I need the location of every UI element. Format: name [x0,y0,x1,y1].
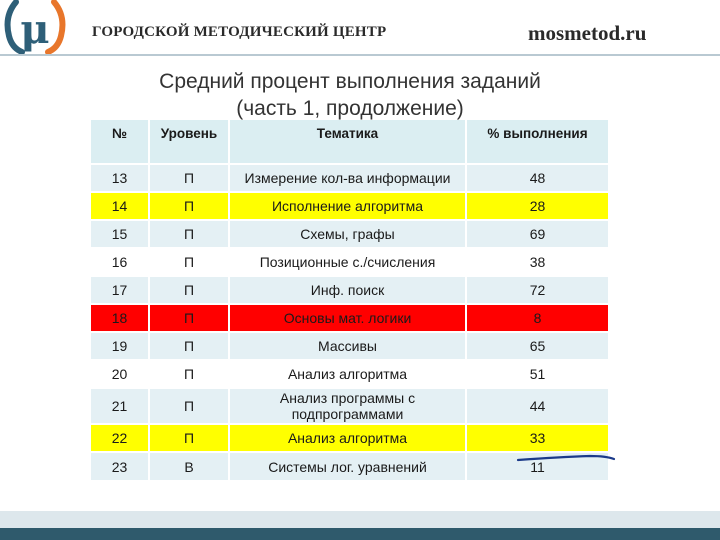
cell-number: 14 [91,192,149,220]
title-line-2: (часть 1, продолжение) [236,97,464,120]
cell-percent: 65 [466,332,608,360]
table-row [91,248,608,276]
cell-topic: Схемы, графы [229,220,466,248]
cell-percent: 72 [466,276,608,304]
logo-letter: μ [20,6,50,53]
cell-percent: 8 [466,304,608,332]
cell-level: П [149,332,229,360]
cell-level: П [149,248,229,276]
results-table [91,120,608,480]
cell-level: П [149,304,229,332]
footer-band-light [0,511,720,528]
cell-number: 15 [91,220,149,248]
col-header-percent: % выполнения [466,120,608,164]
cell-topic: Основы мат. логики [229,304,466,332]
table-header-row [91,120,608,164]
col-header-number: № [91,120,149,164]
cell-topic: Системы лог. уравнений [229,452,466,480]
cell-level: П [149,164,229,192]
header-divider [0,54,720,56]
slide-title [90,68,610,122]
table-body [91,164,608,480]
cell-level: В [149,452,229,480]
table-row [91,452,608,480]
cell-percent: 69 [466,220,608,248]
cell-level: П [149,388,229,424]
cell-level: П [149,276,229,304]
col-header-topic: Тематика [229,120,466,164]
cell-percent: 33 [466,424,608,452]
cell-number: 13 [91,164,149,192]
table-row [91,220,608,248]
table-row [91,304,608,332]
logo-right-arc [48,2,62,52]
cell-number: 16 [91,248,149,276]
table-row [91,424,608,452]
cell-number: 20 [91,360,149,388]
cell-topic: Позиционные с./счисления [229,248,466,276]
cell-percent: 28 [466,192,608,220]
table-row [91,360,608,388]
cell-topic: Анализ программы с подпрограммами [229,388,466,424]
cell-level: П [149,192,229,220]
col-header-level: Уровень [149,120,229,164]
cell-level: П [149,220,229,248]
cell-topic: Массивы [229,332,466,360]
cell-topic: Анализ алгоритма [229,424,466,452]
cell-number: 17 [91,276,149,304]
header-bar [0,0,720,56]
org-name: ГОРОДСКОЙ МЕТОДИЧЕСКИЙ ЦЕНТР [92,24,387,40]
site-url[interactable]: mosmetod.ru [528,21,647,45]
table-row [91,332,608,360]
cell-topic: Исполнение алгоритма [229,192,466,220]
footer-band-dark [0,528,720,540]
cell-percent: 38 [466,248,608,276]
cell-number: 18 [91,304,149,332]
cell-percent: 11 [466,452,608,480]
cell-number: 19 [91,332,149,360]
table-row [91,388,608,424]
table-row [91,164,608,192]
cell-percent: 48 [466,164,608,192]
cell-percent: 44 [466,388,608,424]
table-row [91,192,608,220]
cell-topic: Анализ алгоритма [229,360,466,388]
cell-number: 21 [91,388,149,424]
mosmetod-logo [0,0,70,54]
cell-number: 23 [91,452,149,480]
cell-topic: Инф. поиск [229,276,466,304]
cell-topic: Измерение кол-ва информации [229,164,466,192]
table-row [91,276,608,304]
cell-level: П [149,360,229,388]
cell-level: П [149,424,229,452]
title-line-1: Средний процент выполнения заданий [159,70,541,93]
cell-number: 22 [91,424,149,452]
cell-percent: 51 [466,360,608,388]
